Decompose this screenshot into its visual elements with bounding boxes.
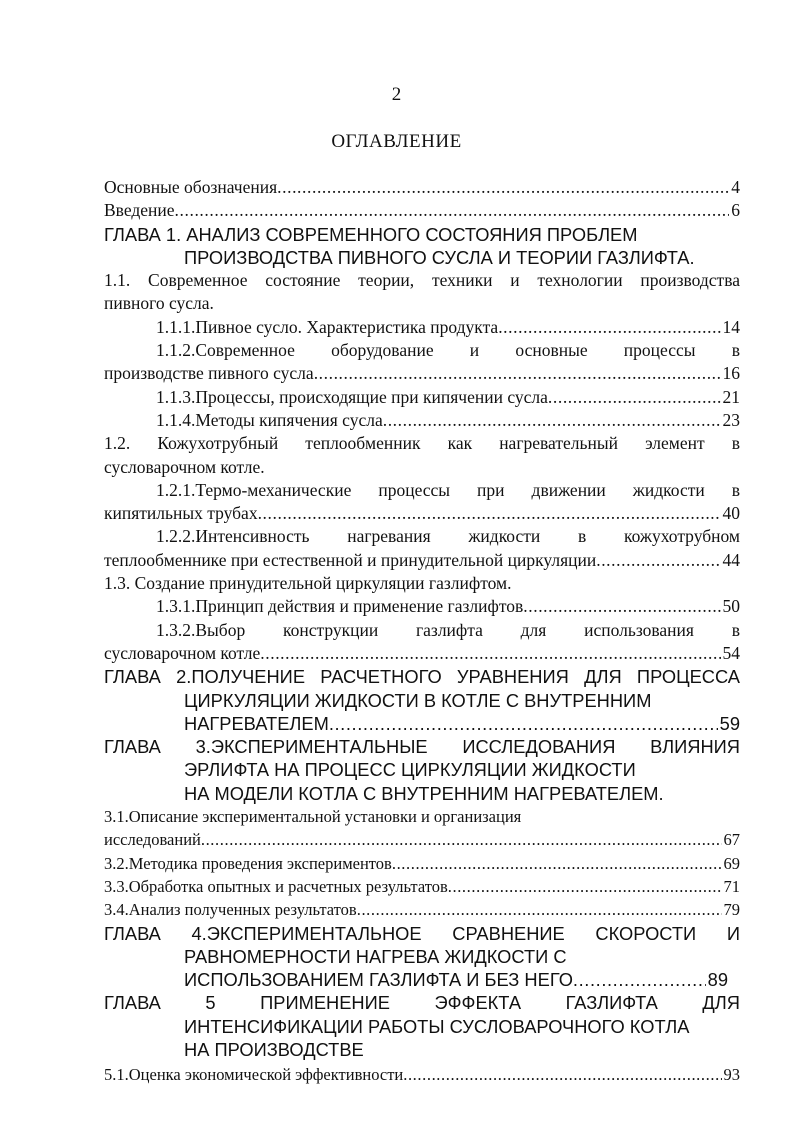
toc-section-3-2[interactable] <box>104 852 740 875</box>
toc-page-number: 59 <box>719 712 740 734</box>
toc-entry-1-1-3[interactable] <box>104 386 740 409</box>
toc-chapter-4-line2[interactable]: РАВНОМЕРНОСТИ НАГРЕВА ЖИДКОСТИ С <box>184 945 567 967</box>
toc-page-number: 79 <box>723 900 740 920</box>
toc-leader <box>498 316 720 339</box>
toc-section-1-2-line2[interactable]: сусловарочном котле. <box>104 456 265 477</box>
toc-leader <box>392 852 722 875</box>
toc-entry-1-2-2-line2[interactable] <box>104 549 740 572</box>
table-of-contents <box>104 176 740 1087</box>
toc-page-number: 67 <box>723 830 740 850</box>
toc-chapter-1-line2[interactable]: ПРОИЗВОДСТВА ПИВНОГО СУСЛА И ТЕОРИИ ГАЗЛИФТА. <box>184 246 695 268</box>
toc-entry-text: 3.2.Методика проведения экспериментов <box>104 853 392 873</box>
toc-chapter-4-line3[interactable] <box>104 968 728 991</box>
page-title: ОГЛАВЛЕНИЕ <box>331 131 462 152</box>
toc-section-1-3[interactable]: 1.3. Создание принудительной циркуляции газлифтом. <box>104 573 512 594</box>
toc-page-number: 93 <box>723 1065 740 1085</box>
toc-entry-1-2-2-line1[interactable]: 1.2.2.Интенсивность нагревания жидкости в кожухотрубном <box>156 526 740 547</box>
toc-leader <box>448 875 722 898</box>
toc-entry-text: кипятильных трубах <box>104 503 258 524</box>
toc-entry-text: 1.3.1.Принцип действия и применение газлифтов <box>156 596 524 617</box>
toc-page-number: 16 <box>722 363 740 384</box>
toc-leader <box>573 968 706 991</box>
toc-entry-text: производстве пивного сусла <box>104 363 314 384</box>
toc-page-number: 50 <box>722 596 740 617</box>
toc-entry-text: 1.1.4.Методы кипячения сусла <box>156 409 383 430</box>
toc-entry-text: исследований <box>104 830 201 850</box>
toc-leader <box>258 502 721 525</box>
toc-chapter-2-line1[interactable]: ГЛАВА 2.ПОЛУЧЕНИЕ РАСЧЕТНОГО УРАВНЕНИЯ ДЛЯ ПРОЦЕССА <box>104 666 740 688</box>
toc-entry-text: НАГРЕВАТЕЛЕМ <box>184 712 329 734</box>
toc-page-number: 89 <box>707 969 728 991</box>
toc-entry-1-1-4[interactable] <box>104 409 740 432</box>
toc-page-number: 54 <box>722 642 740 663</box>
toc-page-number: 69 <box>723 853 740 873</box>
toc-entry-1-3-2-line1[interactable]: 1.3.2.Выбор конструкции газлифта для использования в <box>156 619 740 640</box>
toc-page-number: 6 <box>731 200 740 221</box>
toc-entry-text: 5.1.Оценка экономической эффективности <box>104 1065 404 1085</box>
toc-entry-text: Введение <box>104 200 175 221</box>
toc-page-number: 44 <box>722 549 740 570</box>
toc-entry-1-3-2-line2[interactable] <box>104 642 740 665</box>
toc-entry-text: ИСПОЛЬЗОВАНИЕМ ГАЗЛИФТА И БЕЗ НЕГО <box>184 969 573 991</box>
toc-section-3-3[interactable] <box>104 875 740 898</box>
toc-chapter-2-line3[interactable] <box>104 712 740 735</box>
toc-entry-text: 1.1.1.Пивное сусло. Характеристика продукта <box>156 316 499 337</box>
toc-section-1-1-line1[interactable]: 1.1. Современное состояние теории, техники и технологии производства <box>104 270 740 291</box>
toc-chapter-3-line1[interactable]: ГЛАВА 3.ЭКСПЕРИМЕНТАЛЬНЫЕ ИССЛЕДОВАНИЯ ВЛИЯНИЯ <box>104 736 740 758</box>
toc-entry-text: 3.4.Анализ полученных результатов <box>104 900 357 920</box>
toc-entry-1-2-1-line1[interactable]: 1.2.1.Термо-механические процессы при движении жидкости в <box>156 479 740 500</box>
toc-leader <box>175 199 730 222</box>
toc-chapter-3-line3[interactable]: НА МОДЕЛИ КОТЛА С ВНУТРЕННИМ НАГРЕВАТЕЛЕМ. <box>184 782 664 804</box>
toc-leader <box>201 828 722 851</box>
toc-leader <box>596 549 720 572</box>
toc-page-number: 14 <box>722 316 740 337</box>
toc-leader <box>383 409 721 432</box>
toc-chapter-1-line1[interactable]: ГЛАВА 1. АНАЛИЗ СОВРЕМЕННОГО СОСТОЯНИЯ ПРОБЛЕМ <box>104 223 638 245</box>
toc-leader <box>403 1063 721 1086</box>
toc-chapter-5-line2[interactable]: ИНТЕНСИФИКАЦИИ РАБОТЫ СУСЛОВАРОЧНОГО КОТЛА <box>184 1015 690 1037</box>
toc-chapter-5-line3[interactable]: НА ПРОИЗВОДСТВЕ <box>184 1038 364 1060</box>
toc-entry-1-2-1-line2[interactable] <box>104 502 740 525</box>
toc-section-3-4[interactable] <box>104 898 740 921</box>
toc-page-number: 23 <box>722 409 740 430</box>
toc-entry-notation[interactable] <box>104 176 740 199</box>
toc-section-1-2-line1[interactable]: 1.2. Кожухотрубный теплообменник как нагревательный элемент в <box>104 433 740 454</box>
toc-page-number: 4 <box>731 177 740 197</box>
toc-section-1-1-line2[interactable]: пивного сусла. <box>104 293 214 314</box>
toc-page-number: 71 <box>723 876 740 896</box>
toc-entry-1-3-1[interactable] <box>104 595 740 618</box>
toc-chapter-3-line2[interactable]: ЭРЛИФТА НА ПРОЦЕСС ЦИРКУЛЯЦИИ ЖИДКОСТИ <box>184 759 636 781</box>
toc-leader <box>357 898 722 921</box>
toc-page-number: 21 <box>722 386 740 407</box>
toc-section-3-1-line1[interactable]: 3.1.Описание экспериментальной установки и организация <box>104 807 522 827</box>
toc-entry-text: теплообменнике при естественной и принудительной циркуляции <box>104 549 597 570</box>
toc-section-3-1-line2[interactable] <box>104 828 740 851</box>
toc-page-number: 40 <box>722 503 740 524</box>
toc-entry-1-1-1[interactable] <box>104 316 740 339</box>
toc-leader <box>260 642 720 665</box>
toc-section-5-1[interactable] <box>104 1063 740 1086</box>
toc-leader <box>548 386 721 409</box>
toc-chapter-2-line2[interactable]: ЦИРКУЛЯЦИИ ЖИДКОСТИ В КОТЛЕ С ВНУТРЕННИМ <box>184 689 652 711</box>
toc-entry-text: 3.3.Обработка опытных и расчетных результатов <box>104 876 448 896</box>
toc-chapter-4-line1[interactable]: ГЛАВА 4.ЭКСПЕРИМЕНТАЛЬНОЕ СРАВНЕНИЕ СКОРОСТИ И <box>104 922 740 944</box>
page-number: 2 <box>391 84 402 105</box>
toc-chapter-5-line1[interactable]: ГЛАВА 5 ПРИМЕНЕНИЕ ЭФФЕКТА ГАЗЛИФТА ДЛЯ <box>104 992 740 1014</box>
toc-leader <box>314 362 721 385</box>
toc-entry-text: Основные обозначения <box>104 177 278 197</box>
toc-leader <box>277 176 729 199</box>
toc-entry-1-1-2-line2[interactable] <box>104 362 740 385</box>
toc-leader <box>329 712 718 735</box>
toc-entry-text: 1.1.3.Процессы, происходящие при кипячении сусла <box>156 386 548 407</box>
toc-entry-1-1-2-line1[interactable]: 1.1.2.Современное оборудование и основные процессы в <box>156 340 740 361</box>
toc-leader <box>523 595 720 618</box>
toc-entry-text: сусловарочном котле <box>104 642 261 663</box>
toc-entry-introduction[interactable] <box>104 199 740 222</box>
